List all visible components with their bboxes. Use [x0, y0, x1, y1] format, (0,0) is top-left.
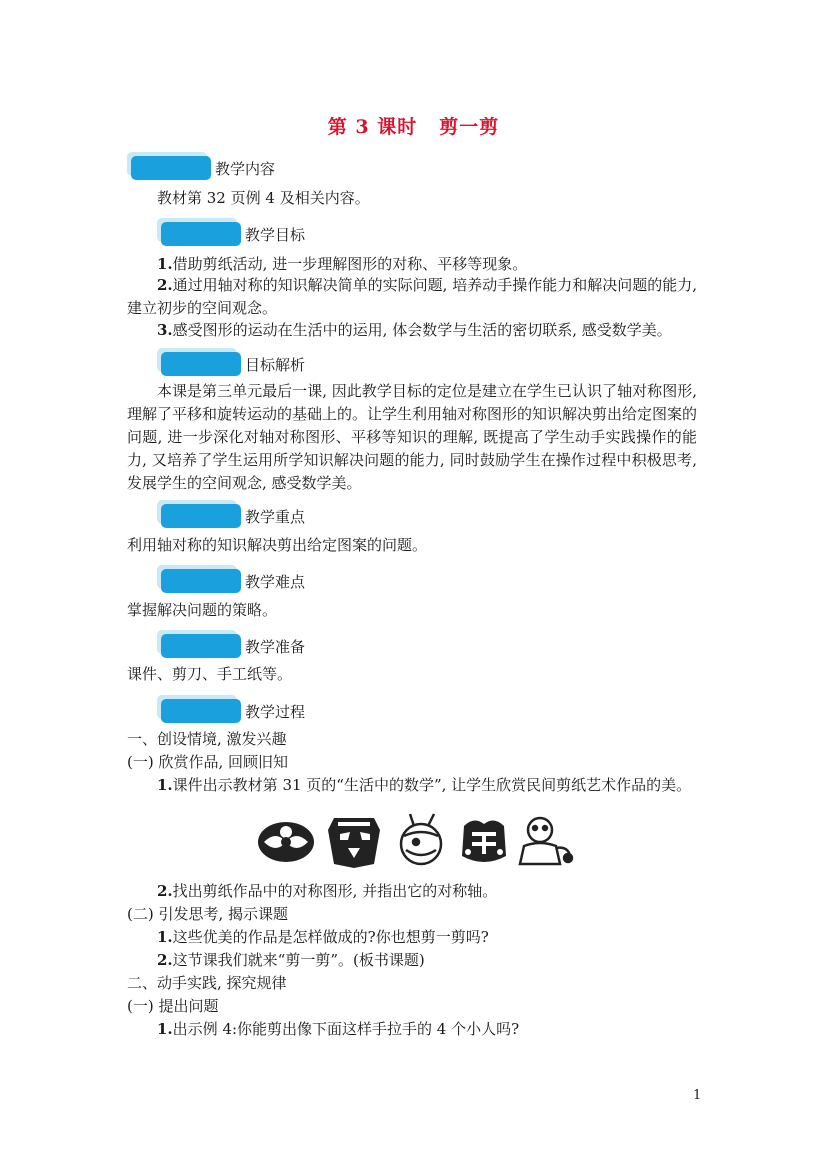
section-heading-process: 教学过程: [161, 697, 305, 725]
heading-badge: [161, 569, 241, 593]
lesson-name: 剪一剪: [439, 116, 500, 138]
process-line-1: 一、创设情境, 激发兴趣: [127, 730, 287, 748]
heading-badge: [131, 156, 211, 180]
section-heading-key: 教学重点: [161, 502, 305, 530]
page-title: [0, 112, 827, 139]
section-heading-difficulty: 教学难点: [161, 567, 305, 595]
analysis-text: 本课是第三单元最后一课, 因此教学目标的定位是建立在学生已认识了轴对称图形, 理解了平移和旋转运动的基础上的。让学生利用轴对称图形的知识解决剪出给定图案的问题, 进一步深化对轴对称图形、平移等知识的理解, 既提高了学生动手实践操作的能力, 又培养了学生运用所学知识解决问题的能力, 同时鼓励学生在操作过程中积极思考, 发展学生的空间观念, 感受数学美。: [127, 382, 698, 492]
process-item-4: 2.这节课我们就来“剪一剪”。(板书课题): [157, 951, 425, 969]
process-item-2: 2.找出剪纸作品中的对称图形, 并指出它的对称轴。: [157, 882, 498, 900]
lesson-number: 第 3 课时: [327, 116, 418, 138]
goal-item-1: 1.借助剪纸活动, 进一步理解图形的对称、平移等现象。: [157, 255, 528, 273]
process-item-5: 1.出示例 4:你能剪出像下面这样手拉手的 4 个小人吗?: [157, 1020, 520, 1038]
process-line-3: (二) 引发思考, 揭示课题: [127, 905, 289, 923]
process-item-1: 1.课件出示教材第 31 页的“生活中的数学”, 让学生欣赏民间剪纸艺术作品的美。: [157, 776, 692, 794]
heading-badge: [161, 634, 241, 658]
heading-badge: [161, 504, 241, 528]
section-heading-goals: 教学目标: [161, 220, 305, 248]
paper-cut-tiger-icon: [520, 818, 572, 864]
content-text: 教材第 32 页例 4 及相关内容。: [157, 189, 370, 207]
paper-cut-artworks: [256, 812, 576, 870]
paper-cut-opera-mask-icon: [328, 818, 380, 868]
page-number: 1: [693, 1088, 702, 1103]
paper-cut-pattern-icon: [462, 820, 506, 862]
process-line-2: (一) 欣赏作品, 回顾旧知: [127, 753, 289, 771]
process-line-4: 二、动手实践, 探究规律: [127, 974, 287, 992]
process-line-5: (一) 提出问题: [127, 997, 219, 1015]
paper-cut-rabbit-icon: [401, 814, 441, 864]
heading-badge: [161, 352, 241, 376]
heading-badge: [161, 222, 241, 246]
paper-cut-flower-icon: [258, 822, 314, 862]
section-heading-analysis: 目标解析: [161, 350, 305, 378]
key-text: 利用轴对称的知识解决剪出给定图案的问题。: [127, 536, 428, 554]
section-heading-preparation: 教学准备: [161, 632, 305, 660]
goal-item-2: 2.通过用轴对称的知识解决简单的实际问题, 培养动手操作能力和解决问题的能力, 建立初步的空间观念。: [127, 276, 697, 317]
preparation-text: 课件、剪刀、手工纸等。: [127, 665, 293, 683]
difficulty-text: 掌握解决问题的策略。: [127, 601, 278, 619]
heading-badge: [161, 699, 241, 723]
process-item-3: 1.这些优美的作品是怎样做成的?你也想剪一剪吗?: [157, 928, 489, 946]
section-heading-content: 教学内容: [131, 154, 275, 182]
goal-item-3: 3.感受图形的运动在生活中的运用, 体会数学与生活的密切联系, 感受数学美。: [157, 321, 672, 339]
